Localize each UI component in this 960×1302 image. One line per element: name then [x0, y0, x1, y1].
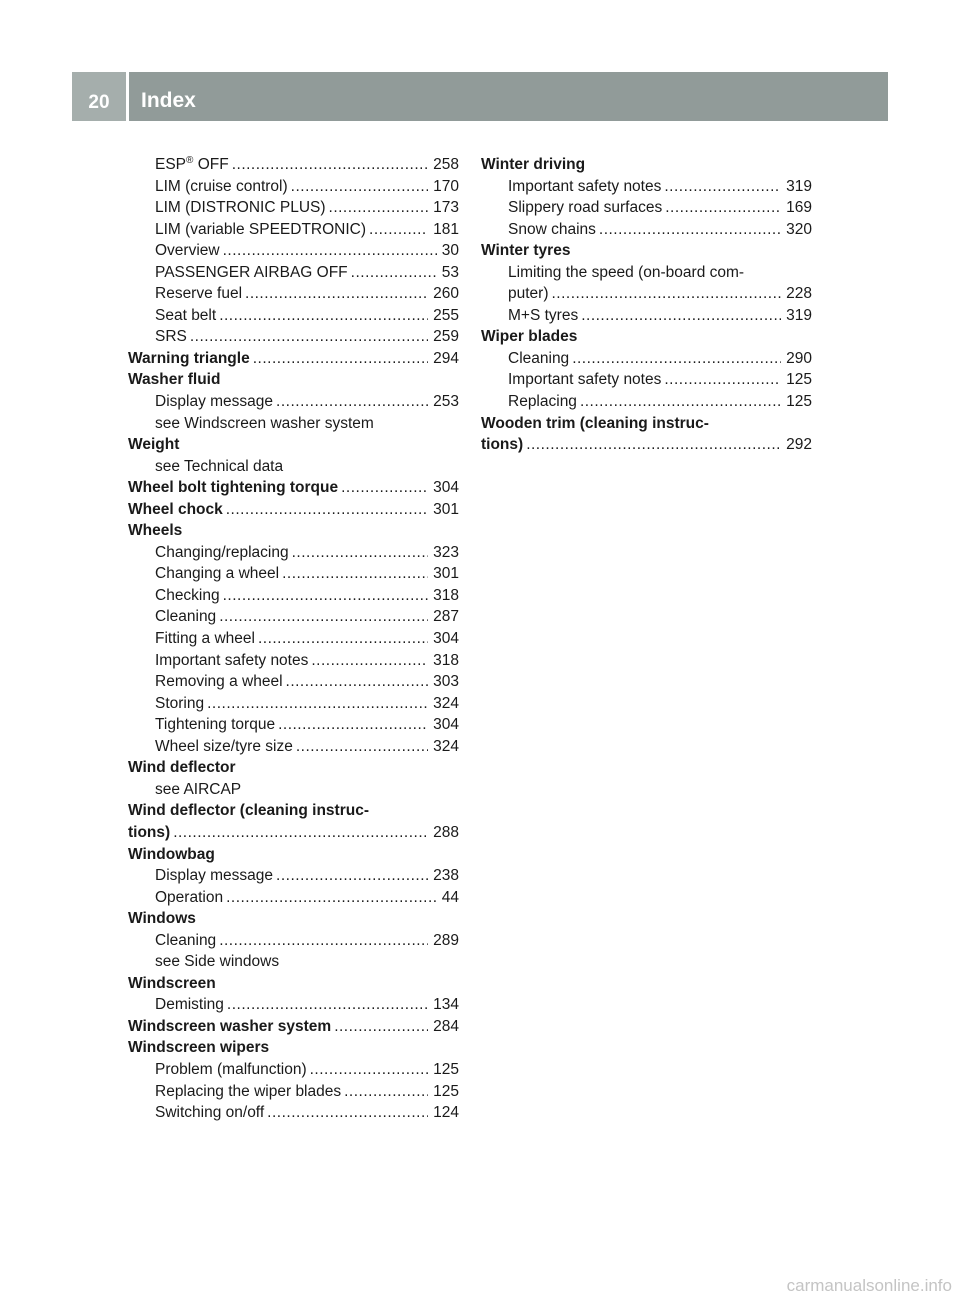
leader-dots [232, 154, 428, 176]
leader-dots [296, 736, 428, 758]
page-reference: 169 [786, 199, 812, 217]
page-reference: 181 [433, 220, 459, 238]
leader-dots [334, 1016, 428, 1038]
page-reference: 44 [441, 888, 459, 906]
entry-text: Wheel size/tyre size [155, 737, 293, 755]
index-heading [128, 822, 459, 844]
entry-text: Removing a wheel [155, 673, 283, 691]
entry-text: Wheels [128, 522, 183, 540]
index-subentry [481, 391, 812, 413]
entry-text: Windows [128, 910, 196, 928]
entry-text: Storing [155, 694, 205, 712]
index-subentry [128, 930, 459, 952]
index-heading [128, 800, 459, 822]
page-reference: 320 [786, 220, 812, 238]
entry-text: see Windscreen washer system [155, 414, 374, 432]
page-reference: 287 [433, 608, 459, 626]
page-reference: 318 [433, 586, 459, 604]
entry-text: see AIRCAP [155, 780, 242, 798]
index-subentry [128, 671, 459, 693]
entry-text: Changing a wheel [155, 565, 280, 583]
page-number: 20 [72, 72, 126, 121]
leader-dots [219, 606, 428, 628]
page-reference: 259 [433, 328, 459, 346]
page-reference: 318 [433, 651, 459, 669]
index-subentry [128, 542, 459, 564]
entry-text: Replacing [508, 393, 577, 411]
index-heading [481, 413, 812, 435]
index-column-right [481, 154, 812, 456]
entry-text: Wiper blades [481, 328, 578, 346]
index-heading [481, 326, 812, 348]
page-reference: 125 [786, 393, 812, 411]
leader-dots [173, 822, 428, 844]
index-subentry [128, 693, 459, 715]
page-reference: 124 [433, 1104, 459, 1122]
leader-dots [311, 650, 428, 672]
entry-text: Slippery road surfaces [508, 199, 663, 217]
leader-dots [227, 994, 428, 1016]
index-subentry [128, 456, 459, 478]
page-reference: 304 [433, 630, 459, 648]
entry-text: Windscreen [128, 974, 216, 992]
leader-dots [207, 693, 428, 715]
page-reference: 238 [433, 867, 459, 885]
entry-text: Seat belt [155, 306, 217, 324]
entry-text: Winter tyres [481, 242, 571, 260]
leader-dots [190, 326, 428, 348]
index-subentry [128, 1081, 459, 1103]
entry-text: Cleaning [155, 608, 217, 626]
index-heading [128, 908, 459, 930]
index-subentry [481, 369, 812, 391]
entry-text: LIM (variable SPEEDTRONIC) [155, 220, 367, 238]
index-heading [128, 369, 459, 391]
index-subentry [128, 563, 459, 585]
page-reference: 125 [433, 1082, 459, 1100]
entry-text: Winter driving [481, 156, 586, 173]
index-subentry [128, 326, 459, 348]
index-heading [128, 973, 459, 995]
entry-text: Display message [155, 867, 274, 885]
index-subentry [128, 994, 459, 1016]
page-reference: 319 [786, 177, 812, 195]
index-subentry [128, 887, 459, 909]
entry-text: Changing/replacing [155, 543, 289, 561]
page-reference: 125 [433, 1060, 459, 1078]
index-subentry [128, 240, 459, 262]
leader-dots [369, 219, 428, 241]
entry-text: M+S tyres [508, 306, 579, 324]
entry-text: Snow chains [508, 220, 596, 238]
entry-text: Problem (malfunction) [155, 1060, 307, 1078]
leader-dots [599, 219, 781, 241]
index-subentry [481, 197, 812, 219]
leader-dots [253, 348, 428, 370]
index-heading [128, 348, 459, 370]
leader-dots [226, 887, 437, 909]
leader-dots [245, 283, 428, 305]
leader-dots [282, 563, 428, 585]
leader-dots [351, 262, 437, 284]
entry-text: Operation [155, 888, 224, 906]
index-subentry [128, 305, 459, 327]
leader-dots [329, 197, 429, 219]
entry-text: Wooden trim (cleaning instruc- [481, 414, 709, 432]
watermark: carmanualsonline.info [786, 1276, 952, 1295]
page-reference: 284 [433, 1017, 459, 1035]
page-reference: 173 [433, 199, 459, 217]
page-reference: 323 [433, 543, 459, 561]
index-subentry [481, 262, 812, 284]
leader-dots [291, 176, 428, 198]
entry-text: see Side windows [155, 953, 280, 971]
page-reference: 301 [433, 565, 459, 583]
leader-dots [278, 714, 428, 736]
index-heading [128, 1037, 459, 1059]
index-subentry [128, 865, 459, 887]
entry-text: SRS [155, 328, 187, 346]
leader-dots [552, 283, 782, 305]
index-subentry [128, 262, 459, 284]
leader-dots [526, 434, 781, 456]
leader-dots [219, 305, 428, 327]
index-subentry [128, 650, 459, 672]
entry-text: LIM (DISTRONIC PLUS) [155, 199, 326, 217]
index-heading [128, 844, 459, 866]
page-reference: 30 [441, 242, 459, 260]
entry-text: Windscreen wipers [128, 1039, 270, 1057]
entry-text: Wheel bolt tightening torque [128, 479, 339, 497]
header-divider [126, 72, 129, 121]
page-reference: 288 [433, 823, 459, 841]
index-subentry [128, 736, 459, 758]
index-heading [128, 434, 459, 456]
entry-text: LIM (cruise control) [155, 177, 288, 195]
page-reference: 53 [441, 263, 459, 281]
entry-text: tions) [481, 436, 524, 454]
index-subentry [481, 176, 812, 198]
page-reference: 301 [433, 500, 459, 518]
leader-dots [223, 240, 437, 262]
page-reference: 304 [433, 716, 459, 734]
page-reference: 294 [433, 349, 459, 367]
entry-text: Important safety notes [508, 177, 662, 195]
page-reference: 289 [433, 931, 459, 949]
entry-text: Overview [155, 242, 220, 260]
entry-text: Fitting a wheel [155, 630, 255, 648]
leader-dots [344, 1081, 428, 1103]
index-subentry [128, 413, 459, 435]
leader-dots [226, 499, 428, 521]
index-heading [481, 240, 812, 262]
index-subentry [128, 628, 459, 650]
leader-dots [310, 1059, 429, 1081]
index-subentry [481, 348, 812, 370]
index-heading [128, 520, 459, 542]
page-reference: 134 [433, 996, 459, 1014]
entry-text: see Technical data [155, 457, 284, 475]
index-subentry [128, 779, 459, 801]
index-column-left [128, 154, 459, 1124]
index-subentry [128, 1102, 459, 1124]
leader-dots [580, 391, 781, 413]
index-heading [128, 499, 459, 521]
index-subentry [481, 219, 812, 241]
entry-text: Display message [155, 393, 274, 411]
leader-dots [276, 865, 428, 887]
entry-text: Cleaning [155, 931, 217, 949]
index-subentry [481, 305, 812, 327]
leader-dots [341, 477, 428, 499]
index-subentry [481, 283, 812, 305]
entry-text: Switching on/off [155, 1104, 265, 1122]
entry-text: Replacing the wiper blades [155, 1082, 342, 1100]
index-subentry [128, 197, 459, 219]
leader-dots [292, 542, 429, 564]
page-reference: 304 [433, 479, 459, 497]
page-reference: 253 [433, 393, 459, 411]
index-subentry [128, 219, 459, 241]
entry-text: Demisting [155, 996, 224, 1014]
entry-text: Important safety notes [508, 371, 662, 389]
leader-dots [664, 369, 781, 391]
leader-dots [286, 671, 429, 693]
index-subentry [128, 606, 459, 628]
leader-dots [664, 176, 781, 198]
index-subentry [128, 176, 459, 198]
page-reference: 170 [433, 177, 459, 195]
entry-text: puter) [508, 285, 549, 303]
page-reference: 290 [786, 349, 812, 367]
index-subentry [128, 714, 459, 736]
page-title: Index [141, 89, 196, 112]
page-reference: 303 [433, 673, 459, 691]
page-reference: 319 [786, 306, 812, 324]
entry-text: Wind deflector (cleaning instruc- [128, 802, 369, 820]
entry-text: Tightening torque [155, 716, 276, 734]
leader-dots [665, 197, 781, 219]
leader-dots [572, 348, 781, 370]
page-reference: 260 [433, 285, 459, 303]
entry-text: Wind deflector [128, 759, 236, 777]
index-heading [481, 434, 812, 456]
page-reference: 324 [433, 737, 459, 755]
index-subentry [128, 951, 459, 973]
page-reference: 255 [433, 306, 459, 324]
page-reference: 324 [433, 694, 459, 712]
page-reference: 125 [786, 371, 812, 389]
entry-text: Cleaning [508, 349, 570, 367]
entry-text: Reserve fuel [155, 285, 243, 303]
leader-dots [267, 1102, 428, 1124]
index-heading [481, 154, 812, 176]
entry-text: Checking [155, 586, 220, 604]
page-reference: 292 [786, 436, 812, 454]
entry-text: Wheel chock [128, 500, 223, 518]
page-reference: 258 [433, 156, 459, 173]
leader-dots [258, 628, 428, 650]
index-heading [128, 757, 459, 779]
entry-text: Windowbag [128, 845, 215, 863]
index-subentry [128, 585, 459, 607]
entry-text: Important safety notes [155, 651, 309, 669]
leader-dots [581, 305, 781, 327]
index-subentry [128, 154, 459, 176]
entry-text: Washer fluid [128, 371, 221, 389]
entry-text: Weight [128, 436, 180, 454]
entry-text: tions) [128, 823, 171, 841]
index-heading [128, 1016, 459, 1038]
leader-dots [219, 930, 428, 952]
index-subentry [128, 283, 459, 305]
leader-dots [276, 391, 428, 413]
index-subentry [128, 391, 459, 413]
leader-dots [223, 585, 429, 607]
page-reference: 228 [786, 285, 812, 303]
entry-text: Warning triangle [128, 349, 250, 367]
entry-text: ESP® OFF [155, 154, 229, 173]
entry-text: Limiting the speed (on-board com- [508, 263, 745, 281]
index-heading [128, 477, 459, 499]
entry-text: Windscreen washer system [128, 1017, 332, 1035]
entry-text: PASSENGER AIRBAG OFF [155, 263, 348, 281]
index-subentry [128, 1059, 459, 1081]
